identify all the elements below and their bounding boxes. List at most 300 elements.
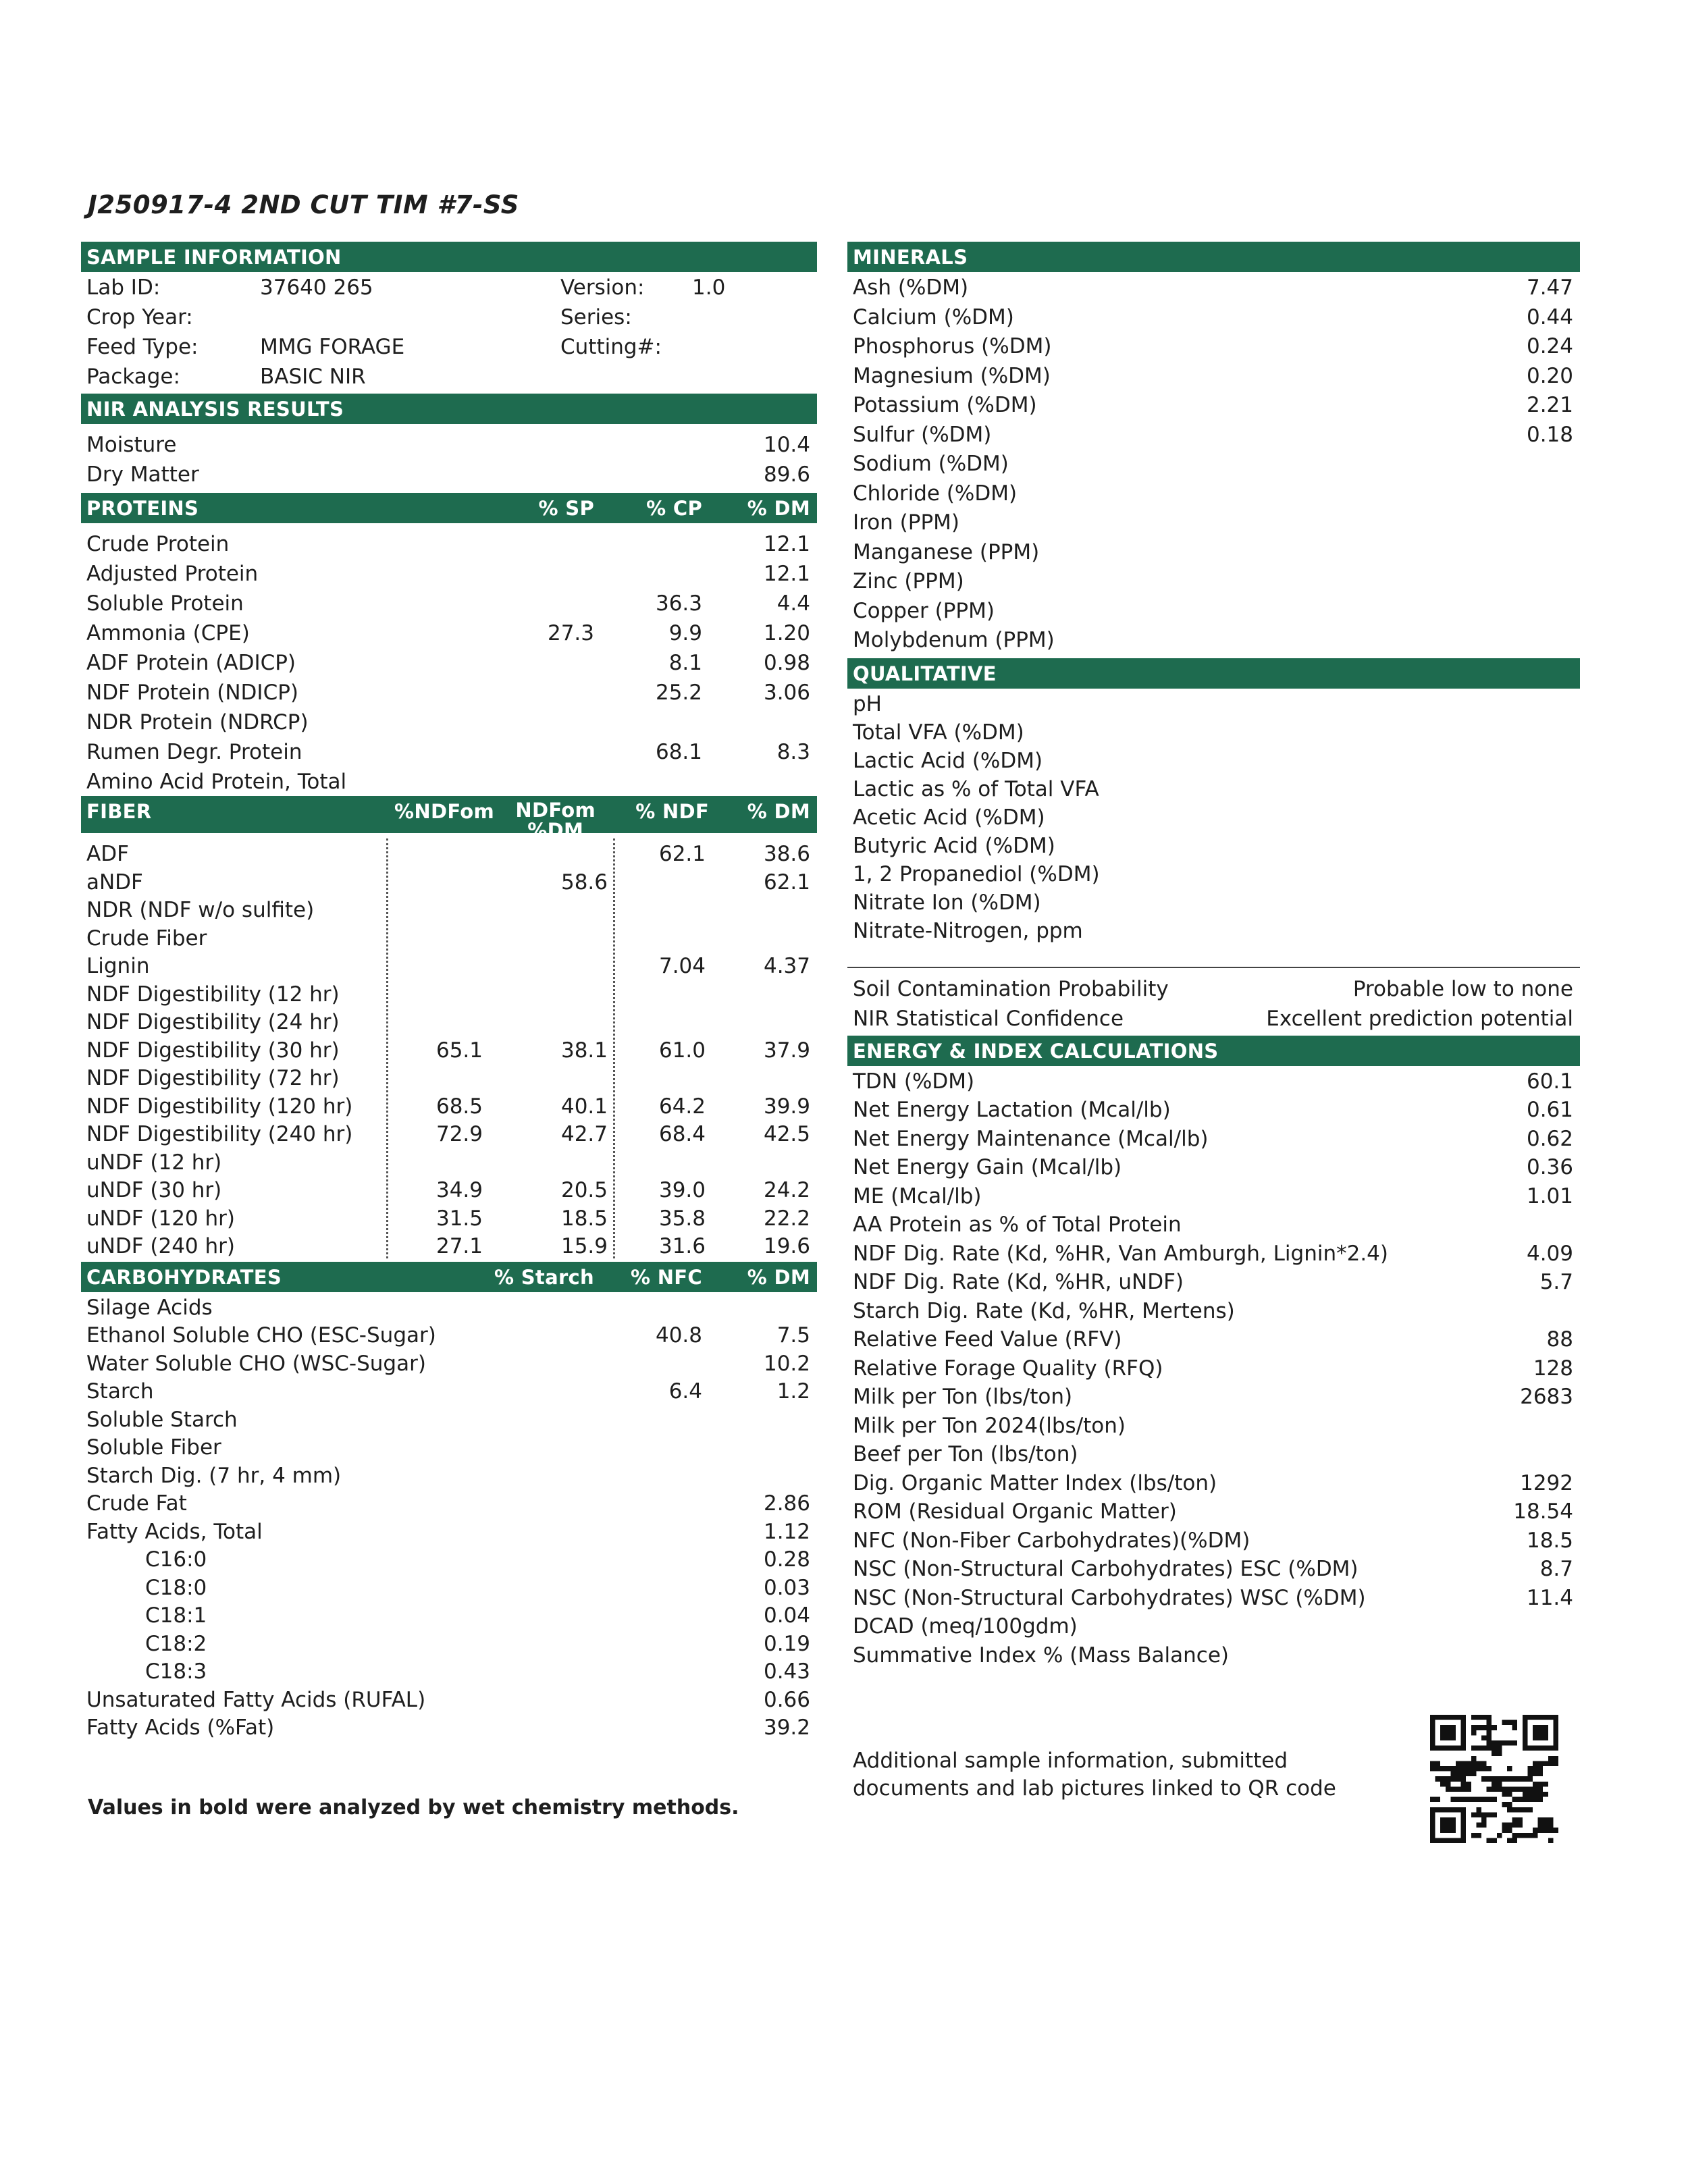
energy-row <box>847 1152 1580 1181</box>
carbohydrate-label: Silage Acids <box>86 1295 213 1320</box>
energy-label: Milk per Ton 2024(lbs/ton) <box>853 1413 1126 1438</box>
mineral-row <box>847 595 1580 625</box>
fiber-row <box>81 1007 817 1035</box>
fiber-ndf: 62.1 <box>658 842 706 866</box>
energy-label: NSC (Non-Structural Carbohydrates) WSC (%DM) <box>853 1585 1366 1610</box>
protein-row <box>81 677 817 707</box>
carbohydrate-label: C18:2 <box>145 1631 207 1656</box>
energy-value: 128 <box>1533 1356 1573 1381</box>
fiber-ndfom-dm: 40.1 <box>560 1094 608 1119</box>
energy-value: 0.62 <box>1526 1126 1573 1151</box>
energy-value: 18.5 <box>1526 1528 1573 1553</box>
energy-row <box>847 1640 1580 1669</box>
sample-row-crop <box>81 302 817 331</box>
fiber-dm: 62.1 <box>763 870 810 895</box>
carbohydrate-row <box>81 1544 817 1572</box>
protein-row <box>81 588 817 618</box>
qualitative-row <box>847 802 1580 830</box>
fiber-section <box>81 796 817 1259</box>
mineral-label: Chloride (%DM) <box>853 481 1018 506</box>
soil-contamination-row <box>847 974 1580 1003</box>
fiber-col-ndfom-dm-line2: %DM <box>527 819 584 842</box>
lab-id-value: 37640 265 <box>260 275 373 300</box>
protein-label: Adjusted Protein <box>86 562 259 586</box>
mineral-label: Iron (PPM) <box>853 510 959 535</box>
report-title: J250917-4 2ND CUT TIM #7-SS <box>88 190 519 219</box>
carbohydrate-dm: 0.04 <box>763 1603 810 1628</box>
qualitative-row <box>847 689 1580 717</box>
nir-dm: 89.6 <box>763 462 810 487</box>
fiber-row <box>81 867 817 895</box>
fiber-row <box>81 1091 817 1119</box>
mineral-row <box>847 566 1580 595</box>
carbohydrate-row <box>81 1292 817 1321</box>
energy-row <box>847 1238 1580 1267</box>
sample-information-title: SAMPLE INFORMATION <box>86 246 342 269</box>
mineral-row <box>847 419 1580 449</box>
protein-dm: 4.4 <box>776 591 810 616</box>
energy-row <box>847 1496 1580 1525</box>
energy-label: NDF Dig. Rate (Kd, %HR, Van Amburgh, Lignin*2.4) <box>853 1241 1388 1266</box>
fiber-header <box>81 796 817 842</box>
protein-label: ADF Protein (ADICP) <box>86 651 296 675</box>
protein-label: NDR Protein (NDRCP) <box>86 710 309 735</box>
mineral-value: 0.44 <box>1526 304 1573 329</box>
fiber-label: Crude Fiber <box>86 926 207 951</box>
energy-value: 0.36 <box>1526 1155 1573 1179</box>
fiber-label: NDF Digestibility (72 hr) <box>86 1066 340 1090</box>
mineral-value: 0.18 <box>1526 422 1573 447</box>
version-value: 1.0 <box>692 275 726 300</box>
carbohydrate-dm: 1.12 <box>763 1519 810 1544</box>
carbohydrate-dm: 10.2 <box>763 1351 810 1376</box>
protein-row <box>81 707 817 737</box>
fiber-col-ndfom-dm <box>515 800 596 841</box>
fiber-label: NDF Digestibility (12 hr) <box>86 982 340 1007</box>
qualitative-row <box>847 745 1580 774</box>
energy-label: Net Energy Lactation (Mcal/lb) <box>853 1098 1171 1122</box>
carbohydrate-row <box>81 1432 817 1460</box>
qr-note: Additional sample information, submitted documents and lab pictures linked to QR code <box>853 1749 1336 1801</box>
protein-dm: 12.1 <box>763 562 810 586</box>
energy-row <box>847 1439 1580 1468</box>
carbohydrate-label: C18:3 <box>145 1659 207 1684</box>
carbohydrate-row <box>81 1376 817 1404</box>
fiber-ndfom-dm: 38.1 <box>560 1038 608 1063</box>
sample-row-package <box>81 361 817 391</box>
energy-label: Summative Index % (Mass Balance) <box>853 1643 1229 1668</box>
energy-row <box>847 1066 1580 1095</box>
carbohydrate-row <box>81 1600 817 1628</box>
fiber-row <box>81 1063 817 1091</box>
energy-label: ROM (Residual Organic Matter) <box>853 1499 1177 1524</box>
energy-label: Relative Feed Value (RFV) <box>853 1327 1122 1352</box>
nir-results-title: NIR ANALYSIS RESULTS <box>86 398 344 421</box>
protein-row <box>81 647 817 677</box>
nir-label: Dry Matter <box>86 462 199 487</box>
carbohydrate-row <box>81 1460 817 1489</box>
fiber-ndfom: 68.5 <box>436 1094 483 1119</box>
energy-row <box>847 1296 1580 1325</box>
fiber-ndf: 68.4 <box>658 1122 706 1146</box>
qualitative-label: Nitrate Ion (%DM) <box>853 890 1041 915</box>
mineral-row <box>847 624 1580 654</box>
protein-dm: 12.1 <box>763 532 810 556</box>
fiber-label: ADF <box>86 842 129 866</box>
energy-row <box>847 1209 1580 1238</box>
protein-row <box>81 558 817 588</box>
mineral-row <box>847 390 1580 419</box>
fiber-row <box>81 1175 817 1203</box>
energy-row <box>847 1181 1580 1210</box>
energy-label: Relative Forage Quality (RFQ) <box>853 1356 1163 1381</box>
energy-label: AA Protein as % of Total Protein <box>853 1213 1182 1237</box>
mineral-row <box>847 331 1580 361</box>
protein-label: NDF Protein (NDICP) <box>86 681 298 705</box>
protein-label: Amino Acid Protein, Total <box>86 770 347 794</box>
mineral-row <box>847 272 1580 302</box>
mineral-row <box>847 537 1580 566</box>
qualitative-label: Butyric Acid (%DM) <box>853 833 1055 858</box>
mineral-value: 0.20 <box>1526 363 1573 388</box>
sample-information-header <box>81 242 817 272</box>
fiber-row <box>81 951 817 979</box>
mineral-label: Magnesium (%DM) <box>853 363 1051 388</box>
fiber-col-ndfom-dm-line1: NDFom <box>515 799 596 822</box>
mineral-label: Molybdenum (PPM) <box>853 628 1055 652</box>
qualitative-row <box>847 859 1580 887</box>
fiber-ndfom: 27.1 <box>436 1234 483 1258</box>
carbohydrate-row <box>81 1684 817 1713</box>
fiber-row <box>81 1147 817 1175</box>
mineral-label: Zinc (PPM) <box>853 569 964 593</box>
fiber-ndfom-dm: 58.6 <box>560 870 608 895</box>
carbohydrate-label: Soluble Starch <box>86 1407 238 1432</box>
protein-label: Soluble Protein <box>86 591 244 616</box>
mineral-value: 2.21 <box>1526 393 1573 417</box>
protein-row <box>81 766 817 796</box>
energy-value: 11.4 <box>1526 1585 1573 1610</box>
qualitative-label: pH <box>853 691 882 716</box>
crop-year-label: Crop Year: <box>86 305 193 329</box>
mineral-label: Potassium (%DM) <box>853 393 1037 417</box>
qualitative-label: Acetic Acid (%DM) <box>853 805 1045 830</box>
carbohydrate-row <box>81 1656 817 1684</box>
mineral-label: Phosphorus (%DM) <box>853 334 1052 358</box>
sample-row-labid <box>81 272 817 302</box>
fiber-col-ndfom: %NDFom <box>394 800 494 823</box>
fiber-dm: 22.2 <box>763 1206 810 1231</box>
carbohydrate-dm: 0.43 <box>763 1659 810 1684</box>
proteins-title: PROTEINS <box>86 497 199 520</box>
mineral-row <box>847 478 1580 508</box>
carbohydrate-row <box>81 1572 817 1601</box>
carbohydrate-dm: 0.28 <box>763 1547 810 1572</box>
footnote: Values in bold were analyzed by wet chemistry methods. <box>88 1796 739 1819</box>
fiber-dm: 19.6 <box>763 1234 810 1258</box>
carbohydrate-row <box>81 1404 817 1433</box>
carbohydrates-header <box>81 1262 817 1292</box>
fiber-label: aNDF <box>86 870 143 895</box>
minerals-title: MINERALS <box>853 246 968 269</box>
protein-cp: 36.3 <box>655 591 702 616</box>
energy-label: TDN (%DM) <box>853 1069 975 1094</box>
carbohydrate-dm: 2.86 <box>763 1491 810 1516</box>
nir-row <box>81 459 817 489</box>
energy-label: ME (Mcal/lb) <box>853 1183 982 1208</box>
protein-label: Crude Protein <box>86 532 230 556</box>
fiber-dm: 38.6 <box>763 842 810 866</box>
mineral-label: Sulfur (%DM) <box>853 422 992 447</box>
protein-label: Rumen Degr. Protein <box>86 740 302 764</box>
fiber-ndfom: 31.5 <box>436 1206 483 1231</box>
carbohydrate-label: Ethanol Soluble CHO (ESC-Sugar) <box>86 1323 436 1348</box>
feed-type-label: Feed Type: <box>86 335 199 359</box>
nir-label: Moisture <box>86 433 177 457</box>
fiber-ndf: 31.6 <box>658 1234 706 1258</box>
carbohydrate-row <box>81 1348 817 1377</box>
protein-dm: 1.20 <box>763 621 810 645</box>
energy-value: 0.61 <box>1526 1098 1573 1122</box>
fiber-ndfom: 65.1 <box>436 1038 483 1063</box>
qualitative-label: Total VFA (%DM) <box>853 720 1024 745</box>
soil-label: Soil Contamination Probability <box>853 976 1169 1001</box>
carbohydrate-row <box>81 1488 817 1516</box>
mineral-row <box>847 302 1580 331</box>
carbohydrate-label: Crude Fat <box>86 1491 187 1516</box>
nir-dm: 10.4 <box>763 433 810 457</box>
qualitative-row <box>847 717 1580 745</box>
fiber-label: NDF Digestibility (24 hr) <box>86 1010 340 1034</box>
carbohydrate-label: Unsaturated Fatty Acids (RUFAL) <box>86 1687 426 1712</box>
energy-label: Net Energy Gain (Mcal/lb) <box>853 1155 1122 1179</box>
fiber-row <box>81 838 817 867</box>
fiber-dm: 37.9 <box>763 1038 810 1063</box>
fiber-label: uNDF (30 hr) <box>86 1178 222 1202</box>
carbohydrate-dm: 1.2 <box>776 1379 810 1404</box>
energy-row <box>847 1353 1580 1382</box>
mineral-row <box>847 507 1580 537</box>
energy-value: 88 <box>1546 1327 1573 1352</box>
carbohydrate-dm: 0.66 <box>763 1687 810 1712</box>
carbs-col-starch: % Starch <box>494 1265 594 1289</box>
energy-row <box>847 1611 1580 1640</box>
energy-row <box>847 1410 1580 1439</box>
qualitative-title: QUALITATIVE <box>853 662 997 685</box>
mineral-label: Ash (%DM) <box>853 275 969 300</box>
lab-id-label: Lab ID: <box>86 275 161 300</box>
fiber-row <box>81 1231 817 1259</box>
protein-cp: 68.1 <box>655 740 702 764</box>
energy-value: 1.01 <box>1526 1183 1573 1208</box>
fiber-row <box>81 979 817 1007</box>
mineral-row <box>847 361 1580 390</box>
fiber-ndfom: 72.9 <box>436 1122 483 1146</box>
qualitative-row <box>847 830 1580 859</box>
fiber-title: FIBER <box>86 800 152 823</box>
protein-dm: 0.98 <box>763 651 810 675</box>
mineral-label: Calcium (%DM) <box>853 304 1014 329</box>
qualitative-row <box>847 774 1580 802</box>
carbohydrate-label: Fatty Acids (%Fat) <box>86 1715 275 1740</box>
energy-label: DCAD (meq/100gdm) <box>853 1614 1078 1639</box>
mineral-label: Sodium (%DM) <box>853 452 1009 476</box>
energy-value: 4.09 <box>1526 1241 1573 1266</box>
energy-value: 5.7 <box>1539 1270 1573 1294</box>
energy-value: 60.1 <box>1526 1069 1573 1094</box>
carbohydrate-dm: 0.19 <box>763 1631 810 1656</box>
protein-sp: 27.3 <box>547 621 594 645</box>
fiber-ndf: 39.0 <box>658 1178 706 1202</box>
carbohydrate-dm: 7.5 <box>776 1323 810 1348</box>
proteins-col-dm: % DM <box>747 497 810 520</box>
fiber-ndfom-dm: 18.5 <box>560 1206 608 1231</box>
protein-row <box>81 737 817 766</box>
mineral-value: 0.24 <box>1526 334 1573 358</box>
protein-row <box>81 529 817 558</box>
carbohydrate-row <box>81 1712 817 1740</box>
fiber-row <box>81 1203 817 1231</box>
energy-row <box>847 1094 1580 1123</box>
fiber-col-dm: % DM <box>747 800 810 823</box>
carbohydrate-row <box>81 1628 817 1657</box>
fiber-label: NDF Digestibility (240 hr) <box>86 1122 353 1146</box>
fiber-label: NDR (NDF w/o sulfite) <box>86 898 315 922</box>
carbohydrate-dm: 0.03 <box>763 1575 810 1600</box>
fiber-label: NDF Digestibility (120 hr) <box>86 1094 353 1119</box>
fiber-dm: 4.37 <box>763 954 810 978</box>
energy-title: ENERGY & INDEX CALCULATIONS <box>853 1039 1219 1063</box>
energy-row <box>847 1123 1580 1152</box>
fiber-ndf: 64.2 <box>658 1094 706 1119</box>
protein-label: Ammonia (CPE) <box>86 621 250 645</box>
carbohydrate-dm: 39.2 <box>763 1715 810 1740</box>
fiber-label: Lignin <box>86 954 150 978</box>
divider-line <box>847 967 1580 968</box>
carbs-col-dm: % DM <box>747 1265 810 1289</box>
fiber-label: uNDF (12 hr) <box>86 1150 222 1175</box>
protein-dm: 3.06 <box>763 681 810 705</box>
fiber-ndfom-dm: 20.5 <box>560 1178 608 1202</box>
fiber-label: NDF Digestibility (30 hr) <box>86 1038 340 1063</box>
carbohydrate-label: C16:0 <box>145 1547 207 1572</box>
carbohydrate-label: C18:1 <box>145 1603 207 1628</box>
qualitative-label: 1, 2 Propanediol (%DM) <box>853 861 1100 886</box>
fiber-label: uNDF (120 hr) <box>86 1206 235 1231</box>
fiber-row <box>81 1035 817 1063</box>
carbohydrate-row <box>81 1516 817 1545</box>
carbohydrate-label: Water Soluble CHO (WSC-Sugar) <box>86 1351 426 1376</box>
fiber-ndfom-dm: 15.9 <box>560 1234 608 1258</box>
protein-cp: 25.2 <box>655 681 702 705</box>
nir-results-header <box>81 394 817 424</box>
minerals-header <box>847 242 1580 272</box>
energy-value: 8.7 <box>1539 1557 1573 1581</box>
energy-row <box>847 1582 1580 1612</box>
fiber-ndf: 7.04 <box>658 954 706 978</box>
left-column <box>81 242 817 1740</box>
carbs-col-nfc: % NFC <box>630 1265 702 1289</box>
feed-type-value: MMG FORAGE <box>260 335 405 359</box>
soil-value: Probable low to none <box>1352 976 1573 1001</box>
fiber-dm: 24.2 <box>763 1178 810 1202</box>
energy-label: Beef per Ton (lbs/ton) <box>853 1442 1078 1466</box>
energy-row <box>847 1381 1580 1410</box>
package-label: Package: <box>86 365 180 389</box>
version-label: Version: <box>560 275 645 300</box>
confidence-label: NIR Statistical Confidence <box>853 1006 1124 1031</box>
carbohydrate-label: C18:0 <box>145 1575 207 1600</box>
fiber-dm: 42.5 <box>763 1122 810 1146</box>
mineral-row <box>847 448 1580 478</box>
energy-header <box>847 1036 1580 1066</box>
energy-value: 1292 <box>1520 1470 1573 1495</box>
energy-label: NFC (Non-Fiber Carbohydrates)(%DM) <box>853 1528 1250 1553</box>
fiber-ndfom: 34.9 <box>436 1178 483 1202</box>
energy-row <box>847 1267 1580 1296</box>
carbohydrates-title: CARBOHYDRATES <box>86 1265 282 1289</box>
nir-row <box>81 429 817 459</box>
carbohydrate-label: Fatty Acids, Total <box>86 1519 263 1544</box>
fiber-col-ndf: % NDF <box>635 800 709 823</box>
energy-row <box>847 1525 1580 1554</box>
sample-row-feed <box>81 331 817 361</box>
qualitative-label: Lactic Acid (%DM) <box>853 748 1043 773</box>
fiber-label: uNDF (240 hr) <box>86 1234 235 1258</box>
energy-label: Net Energy Maintenance (Mcal/lb) <box>853 1126 1209 1151</box>
carbohydrate-label: Soluble Fiber <box>86 1435 221 1460</box>
fiber-dm: 39.9 <box>763 1094 810 1119</box>
protein-row <box>81 618 817 647</box>
energy-label: Dig. Organic Matter Index (lbs/ton) <box>853 1470 1217 1495</box>
protein-cp: 8.1 <box>668 651 702 675</box>
fiber-ndf: 35.8 <box>658 1206 706 1231</box>
qualitative-header <box>847 658 1580 689</box>
mineral-label: Copper (PPM) <box>853 598 995 623</box>
qualitative-row <box>847 915 1580 944</box>
proteins-header <box>81 493 817 523</box>
carbohydrate-nfc: 6.4 <box>668 1379 702 1404</box>
fiber-row <box>81 1119 817 1147</box>
package-value: BASIC NIR <box>260 365 366 389</box>
series-label: Series: <box>560 305 632 329</box>
fiber-ndf: 61.0 <box>658 1038 706 1063</box>
proteins-col-sp: % SP <box>538 497 594 520</box>
qualitative-label: Nitrate-Nitrogen, ppm <box>853 918 1083 943</box>
fiber-ndfom-dm: 42.7 <box>560 1122 608 1146</box>
energy-label: Milk per Ton (lbs/ton) <box>853 1385 1073 1409</box>
mineral-value: 7.47 <box>1526 275 1573 300</box>
right-column <box>847 242 1580 1668</box>
energy-label: NSC (Non-Structural Carbohydrates) ESC (%DM) <box>853 1557 1359 1581</box>
energy-row <box>847 1553 1580 1582</box>
qr-code[interactable] <box>1430 1715 1558 1843</box>
fiber-row <box>81 895 817 923</box>
nir-confidence-row <box>847 1003 1580 1033</box>
energy-value: 18.54 <box>1513 1499 1573 1524</box>
confidence-value: Excellent prediction potential <box>1266 1006 1573 1031</box>
energy-row <box>847 1324 1580 1353</box>
carbohydrate-row <box>81 1320 817 1348</box>
energy-value: 2683 <box>1520 1385 1573 1409</box>
carbohydrate-label: Starch <box>86 1379 154 1404</box>
energy-label: Starch Dig. Rate (Kd, %HR, Mertens) <box>853 1298 1235 1323</box>
mineral-label: Manganese (PPM) <box>853 539 1040 564</box>
protein-cp: 9.9 <box>668 621 702 645</box>
energy-label: NDF Dig. Rate (Kd, %HR, uNDF) <box>853 1270 1184 1294</box>
energy-row <box>847 1468 1580 1497</box>
cutting-label: Cutting#: <box>560 335 662 359</box>
